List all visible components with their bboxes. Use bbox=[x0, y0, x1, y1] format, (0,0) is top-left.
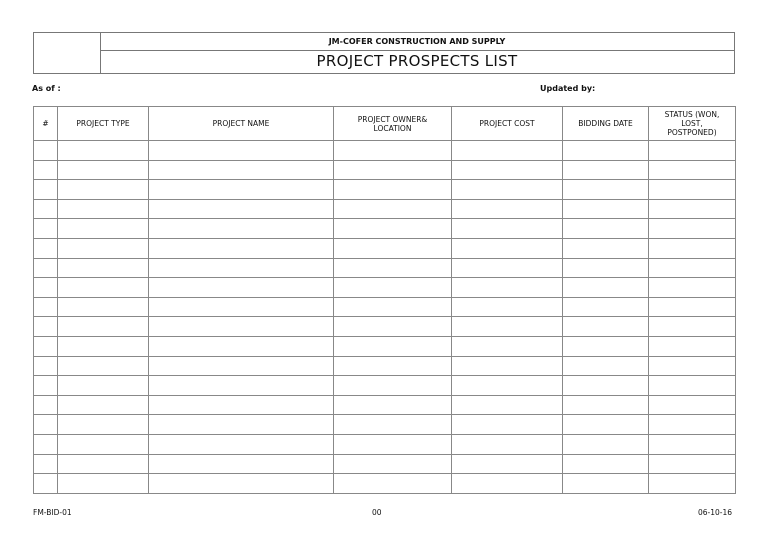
table-cell[interactable] bbox=[563, 395, 649, 415]
table-cell[interactable] bbox=[563, 454, 649, 474]
table-cell[interactable] bbox=[452, 415, 563, 435]
table-cell[interactable] bbox=[649, 278, 736, 298]
table-cell[interactable] bbox=[34, 141, 58, 161]
form-header bbox=[33, 32, 735, 74]
table-cell[interactable] bbox=[34, 238, 58, 258]
table-cell[interactable] bbox=[452, 141, 563, 161]
table-cell[interactable] bbox=[334, 395, 452, 415]
table-cell[interactable] bbox=[649, 160, 736, 180]
table-cell[interactable] bbox=[563, 317, 649, 337]
table-cell[interactable] bbox=[334, 278, 452, 298]
table-cell[interactable] bbox=[58, 141, 149, 161]
table-cell[interactable] bbox=[58, 415, 149, 435]
table-cell[interactable] bbox=[452, 199, 563, 219]
table-cell[interactable] bbox=[334, 434, 452, 454]
table-row bbox=[34, 454, 736, 474]
table-row bbox=[34, 278, 736, 298]
table-cell[interactable] bbox=[334, 219, 452, 239]
table-cell[interactable] bbox=[563, 141, 649, 161]
table-cell[interactable] bbox=[452, 238, 563, 258]
table-header-row bbox=[34, 107, 736, 141]
table-cell[interactable] bbox=[58, 278, 149, 298]
table-cell[interactable] bbox=[334, 141, 452, 161]
table-cell[interactable] bbox=[452, 278, 563, 298]
column-header-project-name: PROJECT NAME bbox=[149, 107, 334, 141]
table-cell[interactable] bbox=[649, 376, 736, 396]
table-cell[interactable] bbox=[149, 415, 334, 435]
table-cell[interactable] bbox=[58, 376, 149, 396]
table-cell[interactable] bbox=[334, 454, 452, 474]
table-cell[interactable] bbox=[563, 258, 649, 278]
table-cell[interactable] bbox=[149, 454, 334, 474]
table-cell[interactable] bbox=[34, 219, 58, 239]
table-cell[interactable] bbox=[34, 336, 58, 356]
table-cell[interactable] bbox=[149, 258, 334, 278]
table-cell[interactable] bbox=[58, 317, 149, 337]
table-row bbox=[34, 238, 736, 258]
table-cell[interactable] bbox=[334, 317, 452, 337]
table-cell[interactable] bbox=[563, 336, 649, 356]
table-cell[interactable] bbox=[58, 219, 149, 239]
table-cell[interactable] bbox=[452, 180, 563, 200]
table-cell[interactable] bbox=[649, 141, 736, 161]
table-cell[interactable] bbox=[649, 317, 736, 337]
table-cell[interactable] bbox=[649, 219, 736, 239]
table-cell[interactable] bbox=[649, 297, 736, 317]
table-cell[interactable] bbox=[649, 474, 736, 494]
table-cell[interactable] bbox=[149, 160, 334, 180]
table-cell[interactable] bbox=[563, 415, 649, 435]
table-cell[interactable] bbox=[334, 180, 452, 200]
table-cell[interactable] bbox=[649, 434, 736, 454]
table-cell[interactable] bbox=[452, 474, 563, 494]
table-cell[interactable] bbox=[34, 297, 58, 317]
column-header-number: # bbox=[34, 107, 58, 141]
table-cell[interactable] bbox=[649, 199, 736, 219]
table-body bbox=[34, 141, 736, 494]
column-header-owner-location: PROJECT OWNER& LOCATION bbox=[334, 107, 452, 141]
table-cell[interactable] bbox=[452, 336, 563, 356]
table-cell[interactable] bbox=[149, 199, 334, 219]
table-cell[interactable] bbox=[149, 395, 334, 415]
table-row bbox=[34, 474, 736, 494]
table-cell[interactable] bbox=[649, 356, 736, 376]
table-cell[interactable] bbox=[334, 336, 452, 356]
table-cell[interactable] bbox=[452, 434, 563, 454]
table-cell[interactable] bbox=[149, 336, 334, 356]
column-header-project-cost: PROJECT COST bbox=[452, 107, 563, 141]
table-cell[interactable] bbox=[149, 238, 334, 258]
table-cell[interactable] bbox=[563, 297, 649, 317]
table-cell[interactable] bbox=[58, 297, 149, 317]
form-title: PROJECT PROSPECTS LIST bbox=[316, 52, 518, 70]
table-cell[interactable] bbox=[34, 258, 58, 278]
prospects-table bbox=[33, 106, 736, 494]
table-cell[interactable] bbox=[649, 415, 736, 435]
table-row bbox=[34, 376, 736, 396]
table-cell[interactable] bbox=[563, 180, 649, 200]
table-row bbox=[34, 258, 736, 278]
form-code: FM-BID-01 bbox=[33, 508, 72, 517]
table-cell[interactable] bbox=[649, 180, 736, 200]
table-cell[interactable] bbox=[452, 376, 563, 396]
table-cell[interactable] bbox=[58, 199, 149, 219]
table-cell[interactable] bbox=[452, 258, 563, 278]
table-cell[interactable] bbox=[452, 395, 563, 415]
table-cell[interactable] bbox=[563, 376, 649, 396]
table-cell[interactable] bbox=[34, 395, 58, 415]
table-cell[interactable] bbox=[149, 297, 334, 317]
table-cell[interactable] bbox=[34, 199, 58, 219]
table-row bbox=[34, 219, 736, 239]
table-cell[interactable] bbox=[563, 238, 649, 258]
logo-placeholder bbox=[34, 33, 101, 73]
table-row bbox=[34, 317, 736, 337]
table-cell[interactable] bbox=[452, 297, 563, 317]
table-cell[interactable] bbox=[58, 238, 149, 258]
column-header-bidding-date: BIDDING DATE bbox=[563, 107, 649, 141]
table-cell[interactable] bbox=[452, 454, 563, 474]
table-cell[interactable] bbox=[149, 317, 334, 337]
revision-number: 00 bbox=[372, 508, 382, 517]
table-row bbox=[34, 160, 736, 180]
table-cell[interactable] bbox=[649, 454, 736, 474]
table-cell[interactable] bbox=[34, 454, 58, 474]
column-header-project-type: PROJECT TYPE bbox=[58, 107, 149, 141]
table-cell[interactable] bbox=[452, 317, 563, 337]
table-cell[interactable] bbox=[563, 434, 649, 454]
table-row bbox=[34, 336, 736, 356]
table-row bbox=[34, 297, 736, 317]
table-cell[interactable] bbox=[149, 219, 334, 239]
table-cell[interactable] bbox=[34, 376, 58, 396]
table-cell[interactable] bbox=[334, 297, 452, 317]
table-cell[interactable] bbox=[34, 356, 58, 376]
table-cell[interactable] bbox=[334, 376, 452, 396]
table-cell[interactable] bbox=[563, 278, 649, 298]
table-cell[interactable] bbox=[563, 160, 649, 180]
updated-by-label: Updated by: bbox=[540, 84, 596, 93]
table-row bbox=[34, 395, 736, 415]
table-cell[interactable] bbox=[149, 474, 334, 494]
table-cell[interactable] bbox=[649, 336, 736, 356]
table-cell[interactable] bbox=[58, 336, 149, 356]
table-cell[interactable] bbox=[452, 356, 563, 376]
table-cell[interactable] bbox=[334, 238, 452, 258]
table-cell[interactable] bbox=[34, 180, 58, 200]
table-cell[interactable] bbox=[149, 278, 334, 298]
table-cell[interactable] bbox=[563, 199, 649, 219]
table-cell[interactable] bbox=[58, 160, 149, 180]
table-cell[interactable] bbox=[149, 356, 334, 376]
column-header-status: STATUS (WON, LOST, POSTPONED) bbox=[649, 107, 736, 141]
table-cell[interactable] bbox=[149, 434, 334, 454]
table-cell[interactable] bbox=[58, 356, 149, 376]
table-cell[interactable] bbox=[58, 258, 149, 278]
table-row bbox=[34, 356, 736, 376]
table-cell[interactable] bbox=[563, 219, 649, 239]
company-name: JM-COFER CONSTRUCTION AND SUPPLY bbox=[100, 33, 734, 51]
table-cell[interactable] bbox=[58, 454, 149, 474]
table-cell[interactable] bbox=[334, 160, 452, 180]
table-cell[interactable] bbox=[334, 415, 452, 435]
table-cell[interactable] bbox=[452, 160, 563, 180]
table-cell[interactable] bbox=[149, 180, 334, 200]
as-of-label: As of : bbox=[32, 84, 61, 93]
table-cell[interactable] bbox=[563, 474, 649, 494]
table-row bbox=[34, 434, 736, 454]
table-cell[interactable] bbox=[649, 258, 736, 278]
table-cell[interactable] bbox=[34, 474, 58, 494]
table-cell[interactable] bbox=[452, 219, 563, 239]
table-cell[interactable] bbox=[34, 434, 58, 454]
table-cell[interactable] bbox=[34, 278, 58, 298]
table-cell[interactable] bbox=[34, 415, 58, 435]
table-row bbox=[34, 415, 736, 435]
table-cell[interactable] bbox=[58, 474, 149, 494]
table-row bbox=[34, 180, 736, 200]
form-date: 06-10-16 bbox=[698, 508, 733, 517]
table-cell[interactable] bbox=[58, 434, 149, 454]
table-cell[interactable] bbox=[334, 356, 452, 376]
table-cell[interactable] bbox=[149, 376, 334, 396]
table-cell[interactable] bbox=[58, 395, 149, 415]
table-cell[interactable] bbox=[34, 317, 58, 337]
table-cell[interactable] bbox=[334, 258, 452, 278]
table-cell[interactable] bbox=[58, 180, 149, 200]
table-cell[interactable] bbox=[334, 474, 452, 494]
table-row bbox=[34, 141, 736, 161]
table-cell[interactable] bbox=[649, 395, 736, 415]
table-cell[interactable] bbox=[649, 238, 736, 258]
table-cell[interactable] bbox=[34, 160, 58, 180]
table-cell[interactable] bbox=[334, 199, 452, 219]
table-cell[interactable] bbox=[563, 356, 649, 376]
table-row bbox=[34, 199, 736, 219]
table-cell[interactable] bbox=[149, 141, 334, 161]
